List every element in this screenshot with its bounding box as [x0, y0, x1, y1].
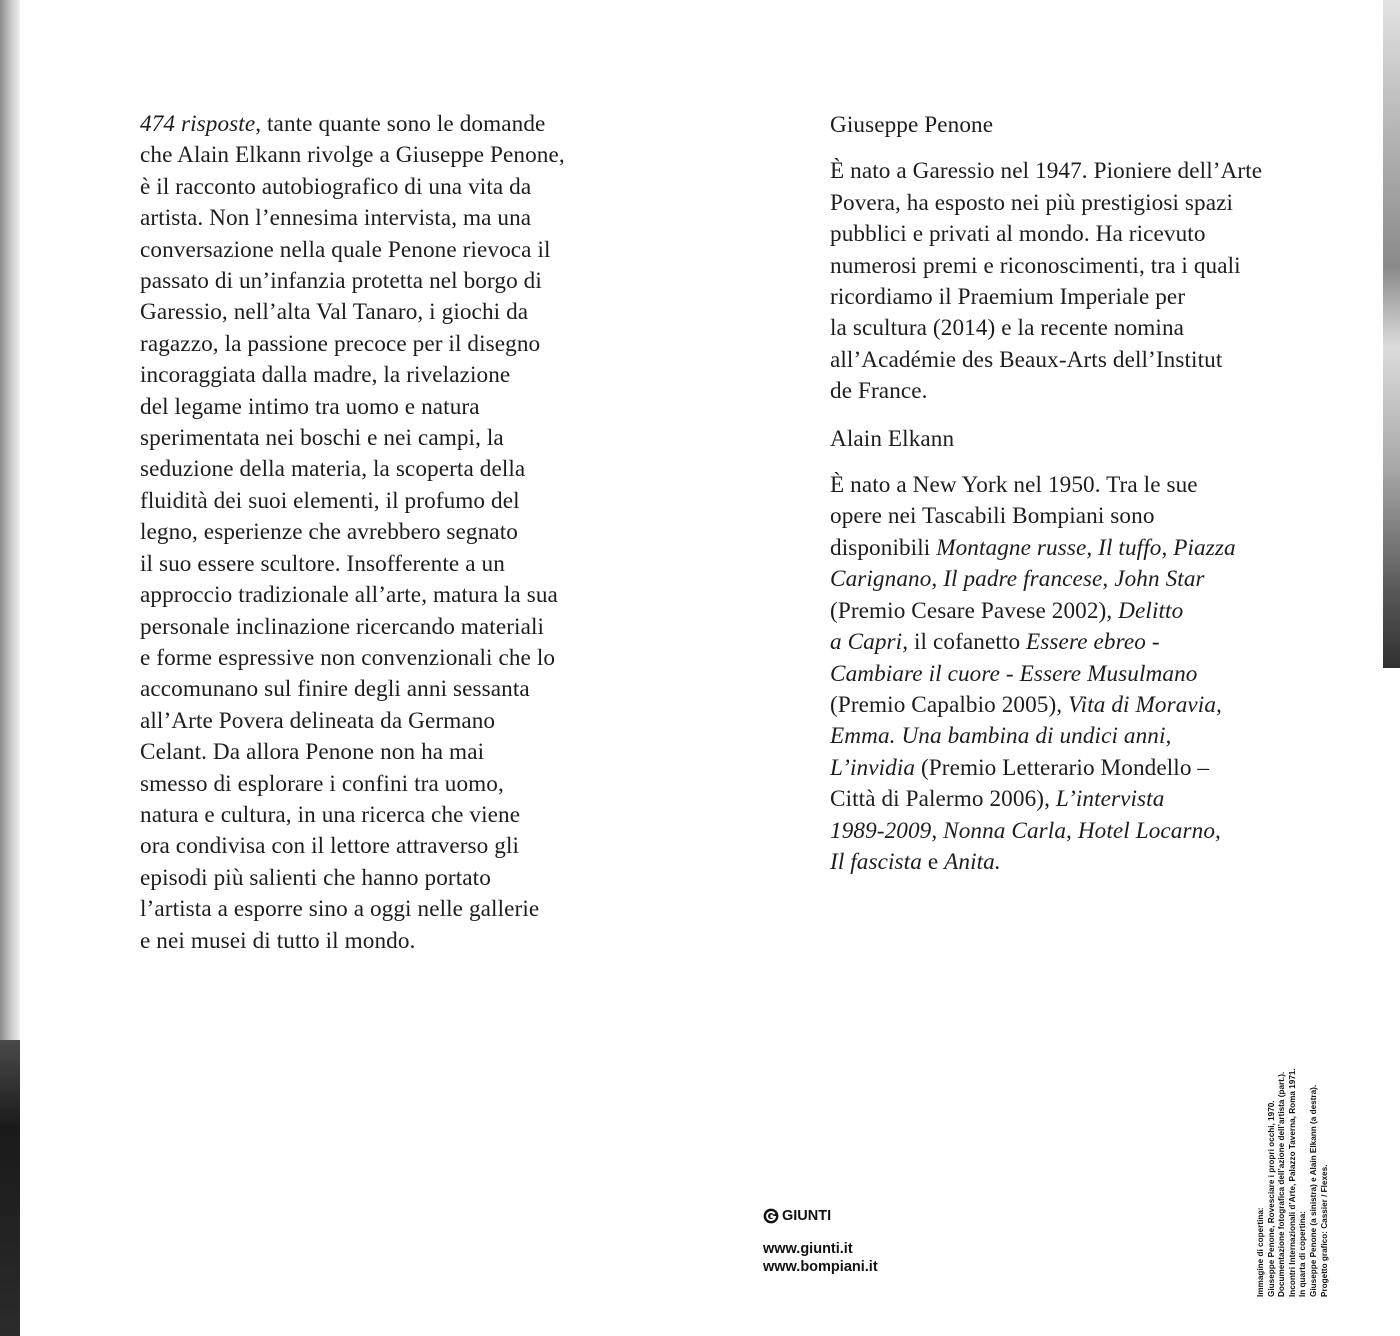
author-bios — [830, 110, 1300, 878]
text-segment: seduzione della materia, la scoperta della — [140, 456, 526, 483]
text-segment: Celant. Da allora Penone non ha mai — [140, 739, 485, 766]
credit-line: Incontri Internazionali d’Arte, Palazzo Taverna, Roma 1971. — [1287, 1068, 1297, 1297]
text-segment: accomunano sul finire degli anni sessanta — [140, 676, 530, 703]
synopsis-line — [140, 580, 610, 611]
italic-title: Cambiare il cuore - Essere Musulmano — [830, 660, 1198, 687]
text-segment: che Alain Elkann rivolge a Giuseppe Penone, — [140, 142, 565, 169]
italic-title: Delitto — [1118, 597, 1184, 624]
text-segment: e forme espressive non convenzionali che lo — [140, 644, 556, 671]
italic-title: Vita di Moravia, — [1068, 691, 1222, 718]
elkann-bio-line — [830, 627, 1300, 658]
synopsis-line — [140, 643, 610, 674]
italic-title: Emma. Una bambina di undici anni, — [830, 723, 1172, 750]
penone-name: Giuseppe Penone — [830, 112, 994, 138]
text-segment: passato di un’infanzia protetta nel borgo di — [140, 268, 542, 295]
text-segment: artista. Non l’ennesima intervista, ma una — [140, 205, 532, 232]
text-segment: e nei musei di tutto il mondo. — [140, 927, 416, 954]
cover-photo-edge-left-dark — [0, 1040, 20, 1336]
text-segment: Garessio, nell’alta Val Tanaro, i giochi da — [140, 299, 529, 326]
text-segment: (Premio Capalbio 2005), — [830, 691, 1069, 718]
synopsis-line — [140, 800, 610, 831]
text-segment: opere nei Tascabili Bompiani sono — [830, 503, 1155, 530]
credit-line: Progetto grafico: Cassier / Flexes. — [1319, 1164, 1329, 1297]
text-segment: il suo essere scultore. Insofferente a un — [140, 550, 505, 577]
text-segment: (Premio Cesare Pavese 2002), — [830, 597, 1119, 624]
text-segment: l’artista a esporre sino a oggi nelle gallerie — [140, 896, 540, 923]
text-segment: è il racconto autobiografico di una vita da — [140, 173, 532, 200]
synopsis-line — [140, 392, 610, 423]
text-segment: all’Arte Povera delineata da Germano — [140, 707, 496, 734]
text-segment: disponibili — [830, 534, 937, 561]
penone-bio-line: Povera, ha esposto nei più prestigiosi spazi — [830, 189, 1234, 216]
synopsis-line — [140, 423, 610, 454]
synopsis-line — [140, 109, 610, 140]
synopsis-line — [140, 266, 610, 297]
text-segment: È nato a New York nel 1950. Tra le sue — [830, 472, 1198, 499]
synopsis-line — [140, 706, 610, 737]
text-segment: fluidità dei suoi elementi, il profumo del — [140, 487, 520, 514]
text-segment: il cofanetto — [908, 629, 1027, 656]
publisher-logo — [763, 1208, 878, 1224]
elkann-bio-line — [830, 533, 1300, 564]
elkann-bio-line — [830, 690, 1300, 721]
italic-title: L’intervista — [1055, 786, 1165, 813]
text-segment: conversazione nella quale Penone rievoca il — [140, 236, 551, 263]
italic-title: Montagne russe, Il tuffo, Piazza — [936, 534, 1236, 561]
book-synopsis — [140, 109, 610, 957]
penone-bio-line: È nato a Garessio nel 1947. Pioniere dell’Arte — [830, 158, 1263, 185]
italic-title: Essere ebreo - — [1026, 629, 1160, 656]
penone-bio-line: ricordiamo il Praemium Imperiale per — [830, 284, 1186, 311]
text-segment: ora condivisa con il lettore attraverso gli — [140, 833, 520, 860]
elkann-bio-line — [830, 816, 1300, 847]
text-segment: sperimentata nei boschi e nei campi, la — [140, 425, 504, 452]
synopsis-line — [140, 549, 610, 580]
publisher-block — [763, 1208, 878, 1276]
italic-title: 474 risposte — [140, 111, 256, 137]
text-segment: personale inclinazione ricercando materiali — [140, 613, 545, 640]
text-segment: legno, esperienze che avrebbero segnato — [140, 519, 518, 546]
penone-bio — [830, 156, 1300, 407]
elkann-bio-line — [830, 659, 1300, 690]
credit-line: Giuseppe Penone, Rovesciare i propri occhi, 1970. — [1266, 1100, 1276, 1297]
text-segment: , tante quante sono le domande — [255, 111, 546, 137]
synopsis-line — [140, 769, 610, 800]
italic-title: Carignano, Il padre francese, John Star — [830, 566, 1205, 593]
penone-bio-line: la scultura (2014) e la recente nomina — [830, 315, 1185, 342]
elkann-bio-line — [830, 721, 1300, 752]
text-segment: episodi più salienti che hanno portato — [140, 864, 491, 891]
synopsis-line — [140, 203, 610, 234]
synopsis-line — [140, 140, 610, 171]
synopsis-line — [140, 297, 610, 328]
synopsis-line — [140, 360, 610, 391]
image-credits — [1256, 1057, 1330, 1297]
penone-bio-line: all’Académie des Beaux-Arts dell’Institut — [830, 346, 1223, 373]
synopsis-line — [140, 329, 610, 360]
italic-title: a Capri, — [830, 629, 909, 656]
synopsis-line — [140, 926, 610, 957]
text-segment: natura e cultura, in una ricerca che viene — [140, 801, 521, 828]
elkann-name: Alain Elkann — [830, 425, 955, 452]
giunti-url[interactable]: www.giunti.it — [763, 1241, 853, 1257]
elkann-bio-line — [830, 501, 1300, 532]
text-segment: Città di Palermo 2006), — [830, 786, 1056, 813]
penone-bio-line: de France. — [830, 378, 928, 405]
credit-line: Immagine di copertina: — [1256, 1207, 1265, 1297]
text-segment: smesso di esplorare i confini tra uomo, — [140, 770, 504, 797]
synopsis-line — [140, 172, 610, 203]
elkann-bio-line — [830, 753, 1300, 784]
credit-line: In quarta di copertina: — [1298, 1211, 1308, 1297]
italic-title: Anita. — [944, 848, 1001, 875]
synopsis-line — [140, 454, 610, 485]
text-segment: e — [921, 848, 945, 875]
text-segment: approccio tradizionale all’arte, matura la sua — [140, 582, 558, 609]
synopsis-line — [140, 612, 610, 643]
synopsis-line — [140, 486, 610, 517]
elkann-bio-line — [830, 564, 1300, 595]
penone-bio-line: numerosi premi e riconoscimenti, tra i quali — [830, 252, 1241, 279]
elkann-bio-line — [830, 596, 1300, 627]
bompiani-url[interactable]: www.bompiani.it — [763, 1259, 878, 1275]
synopsis-line — [140, 517, 610, 548]
publisher-name: GIUNTI — [782, 1208, 832, 1224]
synopsis-line — [140, 894, 610, 925]
synopsis-line — [140, 831, 610, 862]
synopsis-line — [140, 674, 610, 705]
italic-title: 1989-2009, Nonna Carla, Hotel Locarno, — [830, 817, 1221, 844]
text-segment: del legame intimo tra uomo e natura — [140, 393, 480, 420]
elkann-bio-line — [830, 847, 1300, 878]
elkann-bio-line — [830, 470, 1300, 501]
credit-line: Giuseppe Penone (a sinistra) e Alain Elkann (a destra). — [1308, 1084, 1318, 1297]
cover-photo-edge-right — [1383, 0, 1400, 668]
text-segment: (Premio Letterario Mondello – — [915, 754, 1210, 781]
synopsis-line — [140, 235, 610, 266]
synopsis-line — [140, 737, 610, 768]
elkann-bio-line — [830, 784, 1300, 815]
credit-line: Documentazione fotografica dell’azione dell’artista (part.). — [1277, 1071, 1287, 1297]
text-segment: incoraggiata dalla madre, la rivelazione — [140, 362, 511, 389]
giunti-g-icon — [763, 1208, 779, 1224]
italic-title: Il fascista — [830, 848, 922, 875]
italic-title: L’invidia — [830, 754, 916, 781]
synopsis-line — [140, 863, 610, 894]
elkann-bio — [830, 470, 1300, 878]
text-segment: ragazzo, la passione precoce per il disegno — [140, 330, 541, 357]
penone-bio-line: pubblici e privati al mondo. Ha ricevuto — [830, 221, 1206, 248]
